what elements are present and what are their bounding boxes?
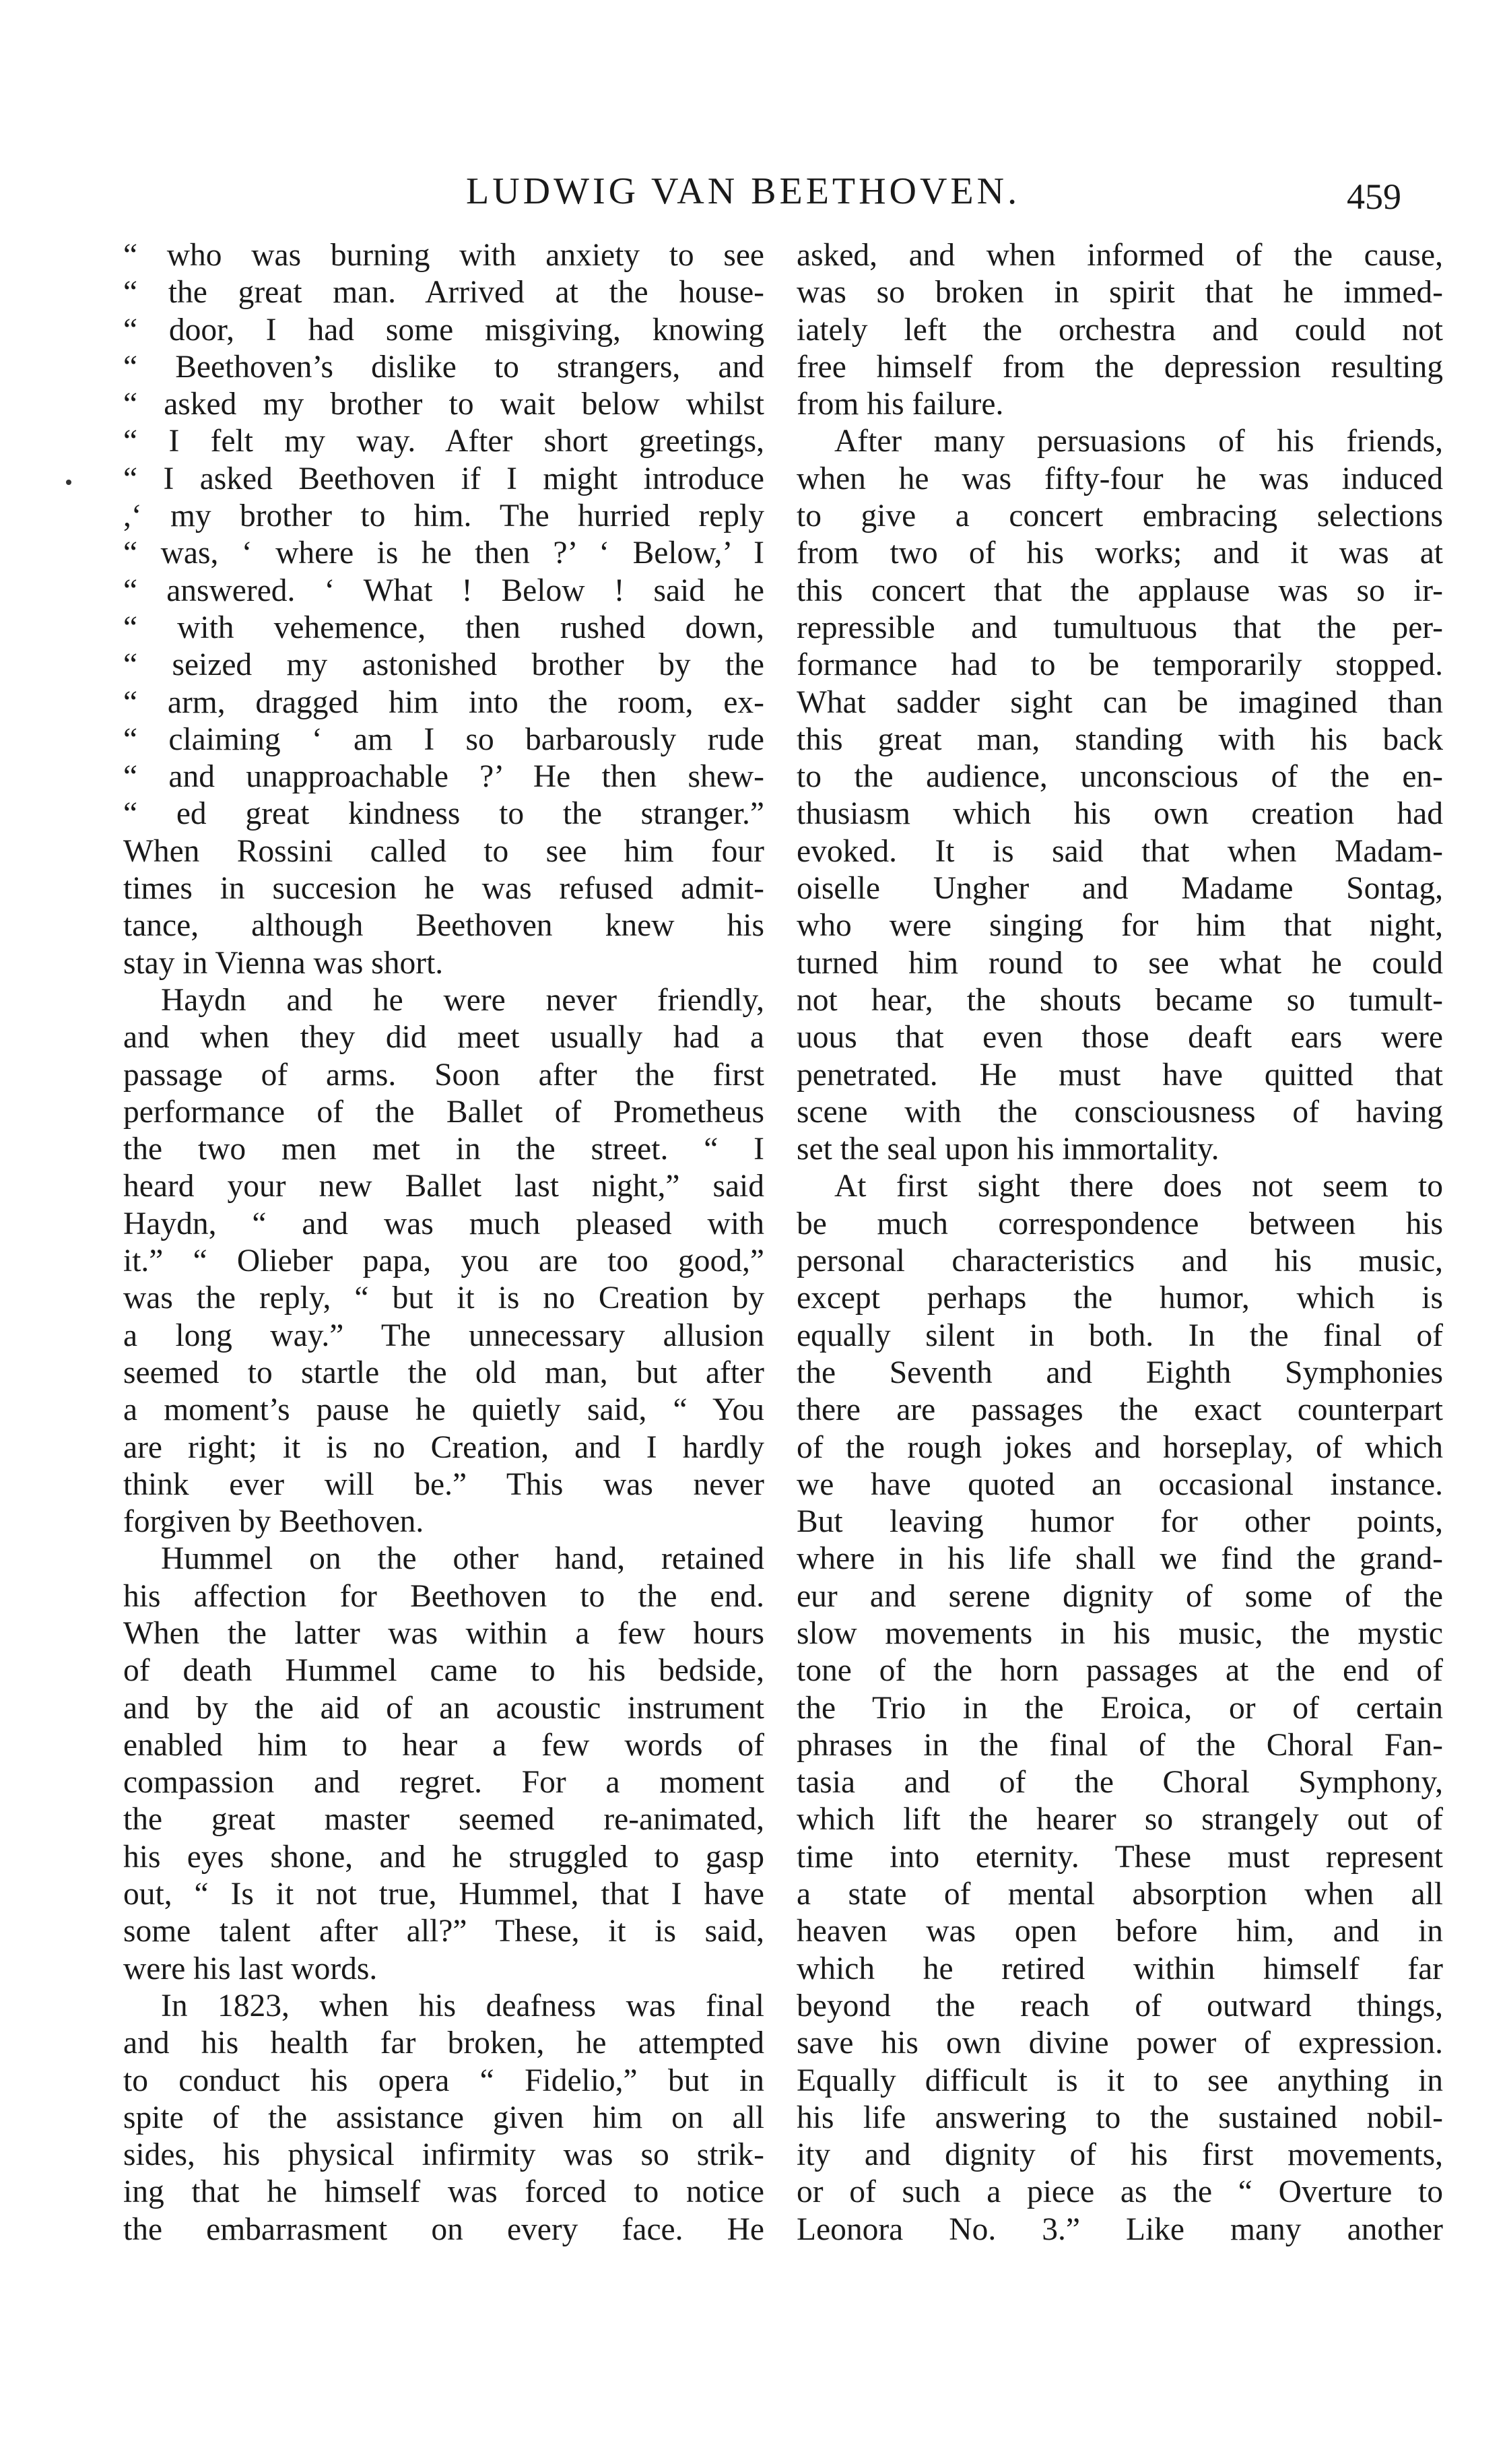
text-line: and his health far broken, he attempted xyxy=(123,2025,764,2061)
text-line: enabled him to hear a few words of xyxy=(123,1727,764,1763)
text-line: was so broken in spirit that he immed- xyxy=(797,275,1443,311)
text-line: tance, although Beethoven knew his xyxy=(123,908,764,944)
text-line: performance of the Ballet of Prometheus xyxy=(123,1094,764,1130)
text-line: to give a concert embracing selections xyxy=(797,498,1443,534)
text-line: compassion and regret. For a moment xyxy=(123,1765,764,1801)
text-line: some talent after all?” These, it is said, xyxy=(123,1914,764,1949)
text-line: ,‘ my brother to him. The hurried reply xyxy=(123,498,764,534)
text-line: “ asked my brother to wait below whilst xyxy=(123,387,764,422)
text-line: slow movements in his music, the mystic xyxy=(797,1615,1443,1651)
text-line: “ was, ‘ where is he then ?’ ‘ Below,’ I xyxy=(123,536,764,571)
text-line: the embarrasment on every face. He xyxy=(123,2211,764,2247)
text-line: this concert that the applause was so ir- xyxy=(797,573,1443,608)
text-line: When the latter was within a few hours xyxy=(123,1615,764,1651)
text-line: eur and serene dignity of some of the xyxy=(797,1578,1443,1614)
text-line: heaven was open before him, and in xyxy=(797,1914,1443,1949)
text-line: “ seized my astonished brother by the xyxy=(123,647,764,683)
text-line: penetrated. He must have quitted that xyxy=(797,1057,1443,1093)
text-line: seemed to startle the old man, but after xyxy=(123,1355,764,1390)
text-line: not hear, the shouts became so tumult- xyxy=(797,982,1443,1018)
text-line: the great master seemed re-animated, xyxy=(123,1802,764,1838)
text-line: free himself from the depression resulting xyxy=(797,349,1443,385)
text-line: and by the aid of an acoustic instrument xyxy=(123,1690,764,1726)
text-line: which lift the hearer so strangely out of xyxy=(797,1802,1443,1838)
text-line: this great man, standing with his back xyxy=(797,721,1443,757)
text-line: be much correspondence between his xyxy=(797,1206,1443,1241)
right-column xyxy=(797,237,1443,2248)
text-line: sides, his physical infirmity was so strik- xyxy=(123,2137,764,2173)
text-line: thusiasm which his own creation had xyxy=(797,796,1443,832)
text-line: were his last words. xyxy=(123,1951,378,1986)
text-line: a moment’s pause he quietly said, “ You xyxy=(123,1392,764,1428)
text-line: After many persuasions of his friends, xyxy=(834,424,1443,459)
text-line: oiselle Ungher and Madame Sontag, xyxy=(797,871,1443,907)
text-line: tone of the horn passages at the end of xyxy=(797,1653,1443,1689)
text-line: “ and unapproachable ?’ He then shew- xyxy=(123,759,764,795)
text-line: or of such a piece as the “ Overture to xyxy=(797,2174,1443,2210)
text-line: the two men met in the street. “ I xyxy=(123,1132,764,1167)
page-number: 459 xyxy=(1347,176,1401,217)
text-line: At first sight there does not seem to xyxy=(834,1169,1443,1204)
text-line: it.” “ Olieber papa, you are too good,” xyxy=(123,1243,764,1279)
text-line: “ the great man. Arrived at the house- xyxy=(123,275,764,311)
text-line: his affection for Beethoven to the end. xyxy=(123,1578,764,1614)
text-line: asked, and when informed of the cause, xyxy=(797,238,1443,273)
text-line: “ I asked Beethoven if I might introduce xyxy=(123,461,764,496)
text-line: evoked. It is said that when Madam- xyxy=(797,833,1443,869)
text-line: was the reply, “ but it is no Creation by xyxy=(123,1280,764,1316)
text-line: “ I felt my way. After short greetings, xyxy=(123,424,764,459)
text-line: Haydn, “ and was much pleased with xyxy=(123,1206,764,1241)
text-line: set the seal upon his immortality. xyxy=(797,1132,1219,1167)
text-line: “ arm, dragged him into the room, ex- xyxy=(123,684,764,720)
text-line: Equally difficult is it to see anything in xyxy=(797,2063,1443,2098)
text-line: which he retired within himself far xyxy=(797,1951,1443,1986)
text-line: equally silent in both. In the final of xyxy=(797,1318,1443,1353)
text-line: his eyes shone, and he struggled to gasp xyxy=(123,1839,764,1875)
text-line: out, “ Is it not true, Hummel, that I have xyxy=(123,1877,764,1912)
text-line: who were singing for him that night, xyxy=(797,908,1443,944)
left-column xyxy=(123,237,764,2248)
text-line: when he was fifty-four he was induced xyxy=(797,461,1443,496)
text-line: are right; it is no Creation, and I hardly xyxy=(123,1429,764,1465)
text-line: “ Beethoven’s dislike to strangers, and xyxy=(123,349,764,385)
text-line: In 1823, when his deafness was final xyxy=(161,1988,764,2023)
text-line: ing that he himself was forced to notice xyxy=(123,2174,764,2210)
text-line: What sadder sight can be imagined than xyxy=(797,684,1443,720)
text-line: “ answered. ‘ What ! Below ! said he xyxy=(123,573,764,608)
text-line: ity and dignity of his first movements, xyxy=(797,2137,1443,2173)
text-line: there are passages the exact counterpart xyxy=(797,1392,1443,1428)
text-line: “ with vehemence, then rushed down, xyxy=(123,610,764,645)
text-line: time into eternity. These must represent xyxy=(797,1839,1443,1875)
text-line: uous that even those deaft ears were xyxy=(797,1020,1443,1056)
text-line: beyond the reach of outward things, xyxy=(797,1988,1443,2023)
text-line: But leaving humor for other points, xyxy=(797,1504,1443,1540)
text-line: Leonora No. 3.” Like many another xyxy=(797,2211,1443,2247)
text-line: of the rough jokes and horseplay, of which xyxy=(797,1429,1443,1465)
text-line: scene with the consciousness of having xyxy=(797,1094,1443,1130)
text-line: save his own divine power of expression. xyxy=(797,2025,1443,2061)
text-line: and when they did meet usually had a xyxy=(123,1020,764,1056)
text-line: When Rossini called to see him four xyxy=(123,833,764,869)
text-line: except perhaps the humor, which is xyxy=(797,1280,1443,1316)
running-head: LUDWIG VAN BEETHOVEN. xyxy=(466,170,1021,212)
text-line: Haydn and he were never friendly, xyxy=(161,982,764,1018)
text-line: heard your new Ballet last night,” said xyxy=(123,1169,764,1204)
text-line: from two of his works; and it was at xyxy=(797,536,1443,571)
text-line: “ door, I had some misgiving, knowing xyxy=(123,312,764,348)
text-line: forgiven by Beethoven. xyxy=(123,1504,424,1540)
text-line: spite of the assistance given him on all xyxy=(123,2100,764,2135)
text-line: the Seventh and Eighth Symphonies xyxy=(797,1355,1443,1390)
margin-mark xyxy=(66,480,71,485)
text-line: “ who was burning with anxiety to see xyxy=(123,238,764,273)
page-header xyxy=(0,164,1505,218)
text-line: to conduct his opera “ Fidelio,” but in xyxy=(123,2063,764,2098)
text-line: a state of mental absorption when all xyxy=(797,1877,1443,1912)
text-line: phrases in the final of the Choral Fan- xyxy=(797,1727,1443,1763)
text-line: iately left the orchestra and could not xyxy=(797,312,1443,348)
text-line: times in succesion he was refused admit- xyxy=(123,871,764,907)
text-line: we have quoted an occasional instance. xyxy=(797,1466,1443,1502)
text-line: from his failure. xyxy=(797,387,1004,422)
text-line: a long way.” The unnecessary allusion xyxy=(123,1318,764,1353)
text-line: of death Hummel came to his bedside, xyxy=(123,1653,764,1689)
text-line: personal characteristics and his music, xyxy=(797,1243,1443,1279)
text-line: where in his life shall we find the grand- xyxy=(797,1541,1443,1577)
text-line: turned him round to see what he could xyxy=(797,945,1443,981)
text-line: passage of arms. Soon after the first xyxy=(123,1057,764,1093)
text-line: tasia and of the Choral Symphony, xyxy=(797,1765,1443,1801)
text-line: repressible and tumultuous that the per- xyxy=(797,610,1443,645)
text-line: stay in Vienna was short. xyxy=(123,945,444,981)
text-line: the Trio in the Eroica, or of certain xyxy=(797,1690,1443,1726)
text-line: Hummel on the other hand, retained xyxy=(161,1541,764,1577)
text-line: his life answering to the sustained nobil- xyxy=(797,2100,1443,2135)
text-line: think ever will be.” This was never xyxy=(123,1466,764,1502)
text-line: “ claiming ‘ am I so barbarously rude xyxy=(123,721,764,757)
text-line: “ ed great kindness to the stranger.” xyxy=(123,796,764,832)
text-line: formance had to be temporarily stopped. xyxy=(797,647,1443,683)
text-line: to the audience, unconscious of the en- xyxy=(797,759,1443,795)
